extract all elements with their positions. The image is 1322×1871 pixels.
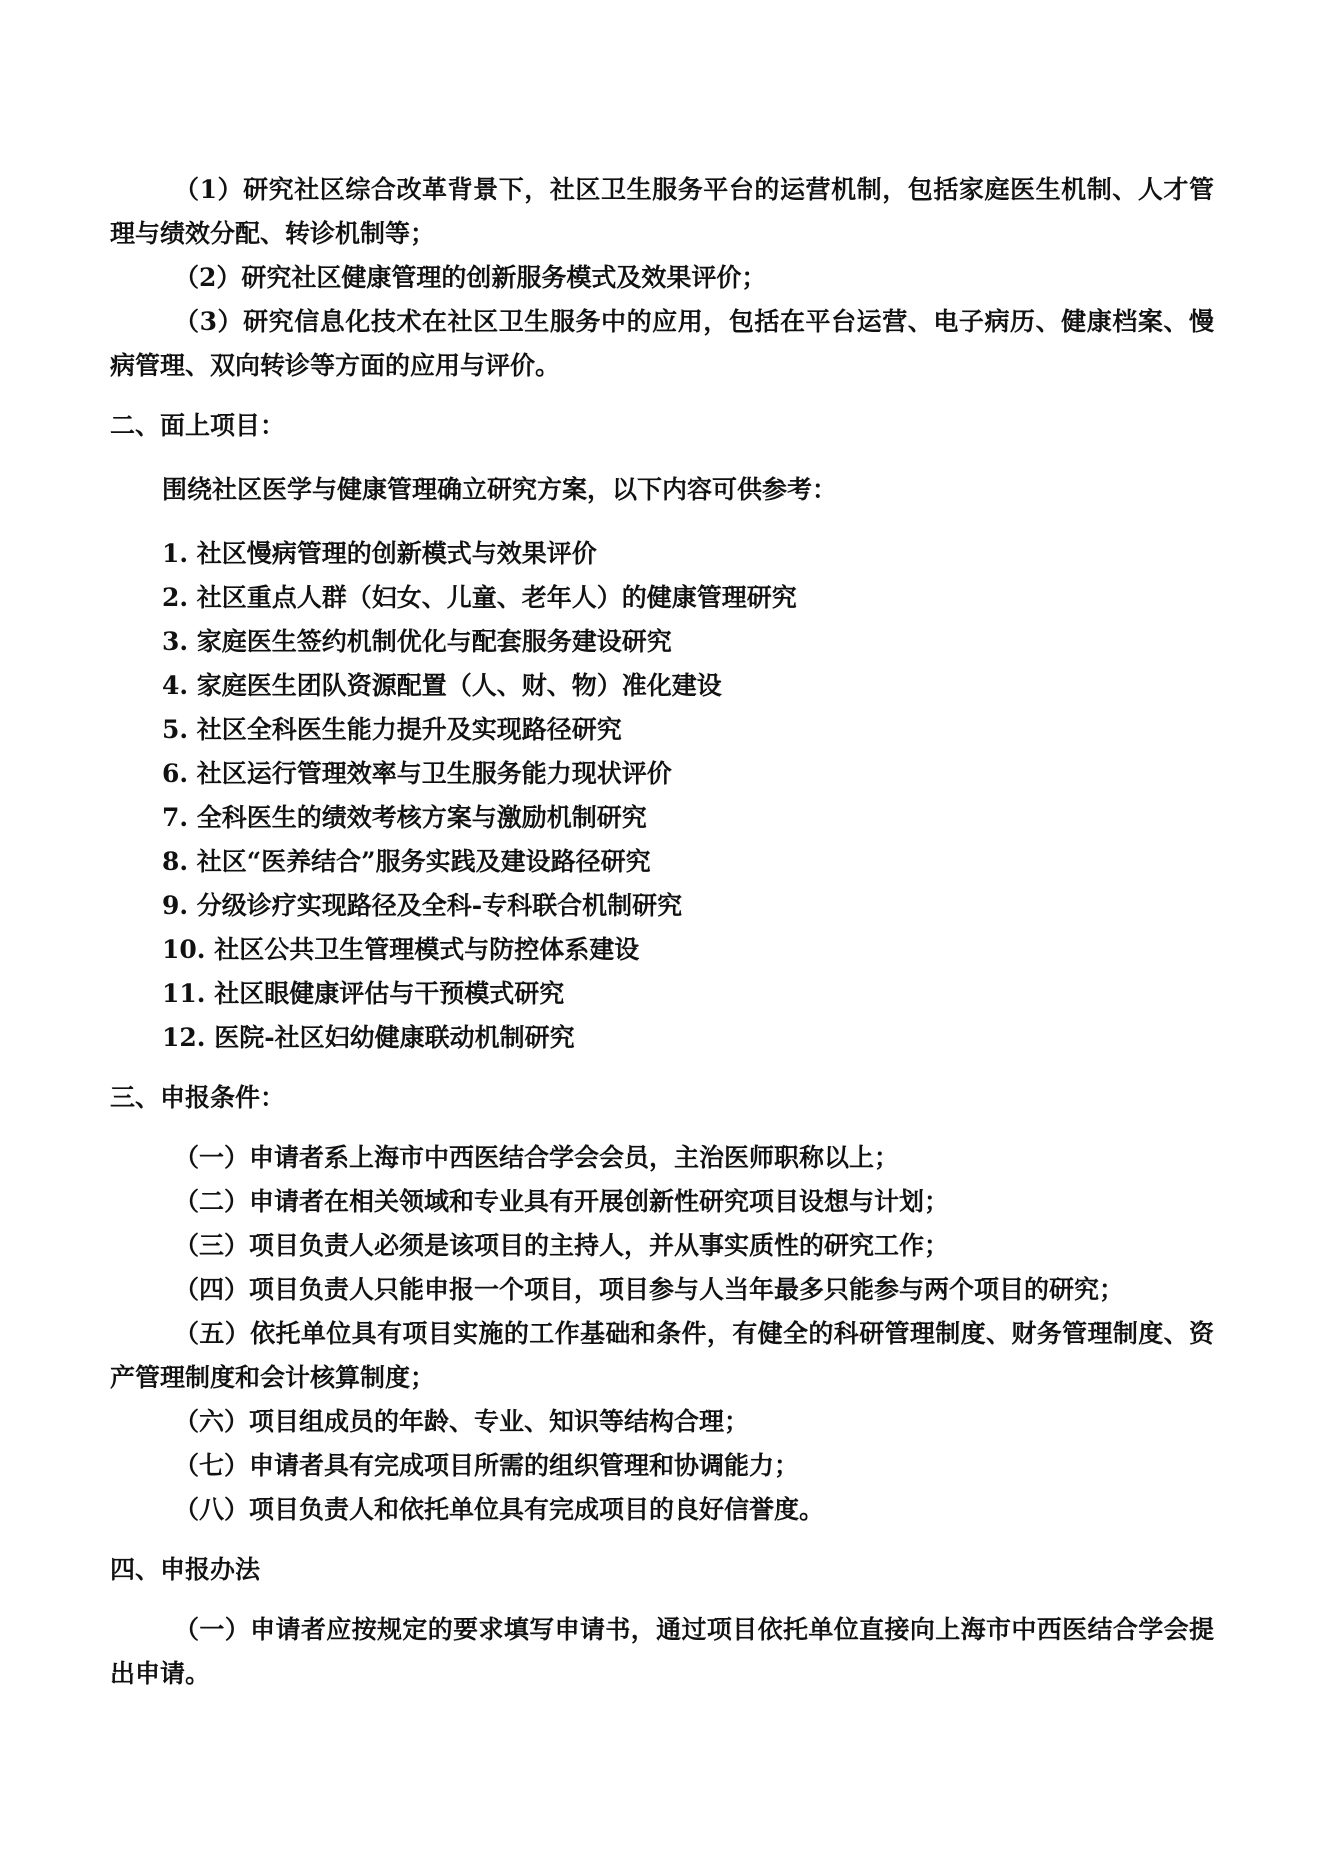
method-item: （一）申请者应按规定的要求填写申请书，通过项目依托单位直接向上海市中西医结合学会提出申请。 [110, 1615, 1214, 1688]
topic-item: 7. 全科医生的绩效考核方案与激励机制研究 [162, 803, 647, 832]
topic-item: 2. 社区重点人群（妇女、儿童、老年人）的健康管理研究 [162, 583, 797, 612]
section-intro: 围绕社区医学与健康管理确立研究方案，以下内容可供参考： [162, 475, 838, 504]
condition-item: （五）依托单位具有项目实施的工作基础和条件，有健全的科研管理制度、财务管理制度、资产管理制度和会计核算制度； [110, 1319, 1214, 1392]
condition-item: （六）项目组成员的年龄、专业、知识等结构合理； [174, 1407, 750, 1436]
eligibility-list [110, 1136, 1214, 1532]
section-heading: 四、申报办法 [110, 1555, 261, 1584]
topic-item: 10. 社区公共卫生管理模式与防控体系建设 [162, 935, 640, 964]
condition-item: （三）项目负责人必须是该项目的主持人，并从事实质性的研究工作； [174, 1231, 950, 1260]
topic-item: 4. 家庭医生团队资源配置（人、财、物）准化建设 [162, 671, 722, 700]
topic-item: 11. 社区眼健康评估与干预模式研究 [162, 979, 565, 1008]
condition-item: （七）申请者具有完成项目所需的组织管理和协调能力； [174, 1451, 800, 1480]
topic-item: 9. 分级诊疗实现路径及全科-专科联合机制研究 [162, 891, 683, 920]
topic-item: 12. 医院-社区妇幼健康联动机制研究 [162, 1023, 575, 1052]
section-heading: 三、申报条件： [110, 1083, 286, 1112]
topic-item: 1. 社区慢病管理的创新模式与效果评价 [162, 539, 597, 568]
section-heading: 二、面上项目： [110, 411, 286, 440]
condition-item: （二）申请者在相关领域和专业具有开展创新性研究项目设想与计划； [174, 1187, 950, 1216]
research-item: （2）研究社区健康管理的创新服务模式及效果评价； [174, 263, 767, 292]
research-directions [110, 168, 1214, 388]
research-item: （3）研究信息化技术在社区卫生服务中的应用，包括在平台运营、电子病历、健康档案、慢病管理、双向转诊等方面的应用与评价。 [110, 307, 1214, 380]
research-item: （1）研究社区综合改革背景下，社区卫生服务平台的运营机制，包括家庭医生机制、人才管理与绩效分配、转诊机制等； [110, 175, 1214, 248]
topic-list [110, 532, 1214, 1060]
topic-item: 5. 社区全科医生能力提升及实现路径研究 [162, 715, 622, 744]
condition-item: （四）项目负责人只能申报一个项目，项目参与人当年最多只能参与两个项目的研究； [174, 1275, 1125, 1304]
topic-item: 3. 家庭医生签约机制优化与配套服务建设研究 [162, 627, 672, 656]
topic-item: 8. 社区“医养结合”服务实践及建设路径研究 [162, 847, 651, 876]
condition-item: （一）申请者系上海市中西医结合学会会员，主治医师职称以上； [174, 1143, 900, 1172]
topic-item: 6. 社区运行管理效率与卫生服务能力现状评价 [162, 759, 672, 788]
condition-item: （八）项目负责人和依托单位具有完成项目的良好信誉度。 [174, 1495, 825, 1524]
